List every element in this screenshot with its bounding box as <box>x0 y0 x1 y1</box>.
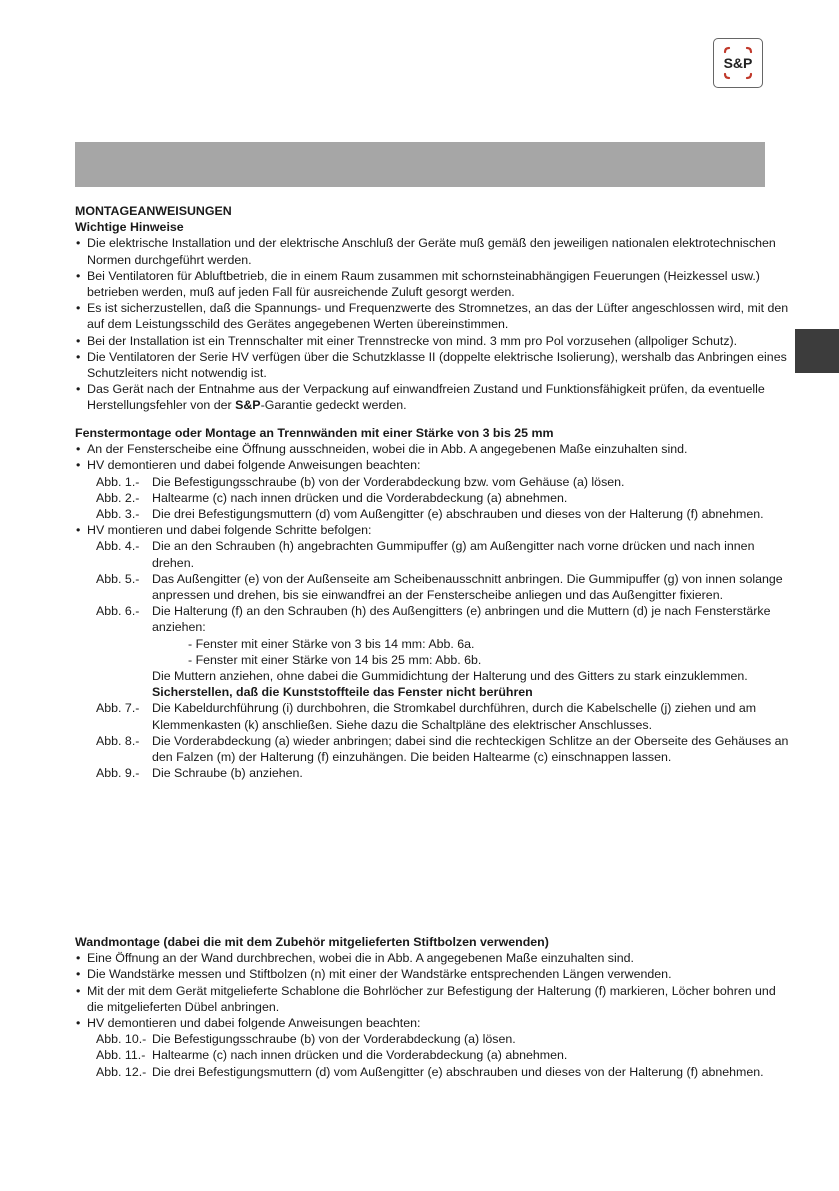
list-item: • HV demontieren und dabei folgende Anweisungen beachten: <box>75 1015 791 1031</box>
list-item: • Bei der Installation ist ein Trennschalter mit einer Trennstrecke von mind. 3 mm pro Pol vorzusehen (allpoliger Schutz). <box>75 333 791 349</box>
list-item: • An der Fensterscheibe eine Öffnung ausschneiden, wobei die in Abb. A angegebenen Maße einzuhalten sind. <box>75 441 791 457</box>
warning-text: Sicherstellen, daß die Kunststoffteile das Fenster nicht berühren <box>152 685 533 700</box>
list-item: • Es ist sicherzustellen, daß die Spannungs- und Frequenzwerte des Stromnetzes, an das der Lüfter angeschlossen wird, mit den auf dem Leistungsschild des Gerätes angegebenen Werten übereinstimmen. <box>75 300 791 332</box>
step-item: Abb. 5.- Das Außengitter (e) von der Außenseite am Scheibenausschnitt anbringen. Die Gummipuffer (g) von innen solange anpressen und drehen, bis sie einwandfrei an der Fensterscheibe anliegen und das Außengitter fixieren. <box>96 571 783 603</box>
sub-item: - Fenster mit einer Stärke von 14 bis 25 mm: Abb. 6b. <box>188 652 482 667</box>
language-tab-marker <box>795 329 839 373</box>
step-item: Abb. 8.- Die Vorderabdeckung (a) wieder anbringen; dabei sind die rechteckigen Schlitze an der Oberseite des Gehäuses an den Falzen (m) der Halterung (f) einzuhängen. Die beiden Haltearme (c) einschnappen lassen. <box>96 733 789 765</box>
list-item: • Die Ventilatoren der Serie HV verfügen über die Schutzklasse II (doppelte elektrische Isolierung), wershalb das Anbringen eines Schutzleiters nicht notwendig ist. <box>75 349 791 381</box>
brand-name: S&P <box>235 398 261 413</box>
section-window-mounting <box>75 425 791 781</box>
step-item: Abb. 4.- Die an den Schrauben (h) angebrachten Gummipuffer (g) am Außengitter nach vorne drücken und nach innen drehen. <box>96 539 755 570</box>
step-item: Abb. 10.- Die Befestigungsschraube (b) von der Vorderabdeckung (a) lösen. <box>96 1032 516 1047</box>
section-general-notes <box>75 203 791 414</box>
list-item: • Bei Ventilatoren für Abluftbetrieb, die in einem Raum zusammen mit schornsteinabhängigen Feuerungen (Heizkessel usw.) betrieben werden, muß auf jeden Fall für ausreichende Zuluft gesorgt werden. <box>75 268 791 300</box>
note-text: Die Muttern anziehen, ohne dabei die Gummidichtung der Halterung und des Gitters zu stark einzuklemmen. <box>152 669 748 684</box>
list-item: • Die elektrische Installation und der elektrische Anschluß der Geräte muß gemäß den jeweiligen nationalen elektrotechnischen Normen durchgeführt werden. <box>75 235 791 267</box>
step-item: Abb. 3.- Die drei Befestigungsmuttern (d) vom Außengitter (e) abschrauben und dieses von der Halterung (f) abnehmen. <box>96 507 764 522</box>
section-wall-mounting <box>75 934 791 1080</box>
section-title: Fenstermontage oder Montage an Trennwänden mit einer Stärke von 3 bis 25 mm <box>75 426 554 440</box>
list-item: • Das Gerät nach der Entnahme aus der Verpackung auf einwandfreien Zustand und Funktionsfähigkeit prüfen, da eventuelle Herstellungsfehler von der S&P-Garantie gedeckt werden. <box>75 381 791 413</box>
list-item: • Eine Öffnung an der Wand durchbrechen, wobei die in Abb. A angegebenen Maße einzuhalten sind. <box>75 950 791 966</box>
section-subtitle: Wichtige Hinweise <box>75 220 184 235</box>
list-item: • Mit der mit dem Gerät mitgelieferte Schablone die Bohrlöcher zur Befestigung der Halterung (f) markieren, Löcher bohren und die mitgelieferten Dübel anbringen. <box>75 983 791 1015</box>
list-item: • HV demontieren und dabei folgende Anweisungen beachten: <box>75 457 791 473</box>
step-item: Abb. 6.- Die Halterung (f) an den Schrauben (h) des Außengitters (e) anbringen und die Muttern (d) je nach Fensterstärke anziehen: <box>96 604 771 635</box>
header-band <box>75 142 765 187</box>
list-item: • HV montieren und dabei folgende Schritte befolgen: <box>75 522 791 538</box>
step-item: Abb. 11.- Haltearme (c) nach innen drücken und die Vorderabdeckung (a) abnehmen. <box>96 1048 568 1063</box>
step-item: Abb. 9.- Die Schraube (b) anziehen. <box>96 766 303 781</box>
section-title: Wandmontage (dabei die mit dem Zubehör mitgelieferten Stiftbolzen verwenden) <box>75 935 549 949</box>
list-item: • Die Wandstärke messen und Stiftbolzen (n) mit einer der Wandstärke entsprechenden Längen verwenden. <box>75 966 791 982</box>
step-item: Abb. 7.- Die Kabeldurchführung (i) durchbohren, die Stromkabel durchführen, durch die Kabelschelle (j) ziehen und am Klemmenkasten (k) anschließen. Siehe dazu die Schaltpläne des elektrischer Anschlusses. <box>96 701 757 732</box>
step-item: Abb. 1.- Die Befestigungsschraube (b) von der Vorderabdeckung bzw. vom Gehäuse (a) lösen. <box>96 474 625 489</box>
sub-item: - Fenster mit einer Stärke von 3 bis 14 mm: Abb. 6a. <box>188 636 475 651</box>
step-item: Abb. 12.- Die drei Befestigungsmuttern (d) vom Außengitter (e) abschrauben und dieses von der Halterung (f) abnehmen. <box>96 1064 764 1079</box>
section-title: MONTAGEANWEISUNGEN <box>75 204 232 218</box>
logo-text: S&P <box>723 55 753 71</box>
sp-logo <box>713 38 763 88</box>
step-item: Abb. 2.- Haltearme (c) nach innen drücken und die Vorderabdeckung (a) abnehmen. <box>96 490 568 505</box>
